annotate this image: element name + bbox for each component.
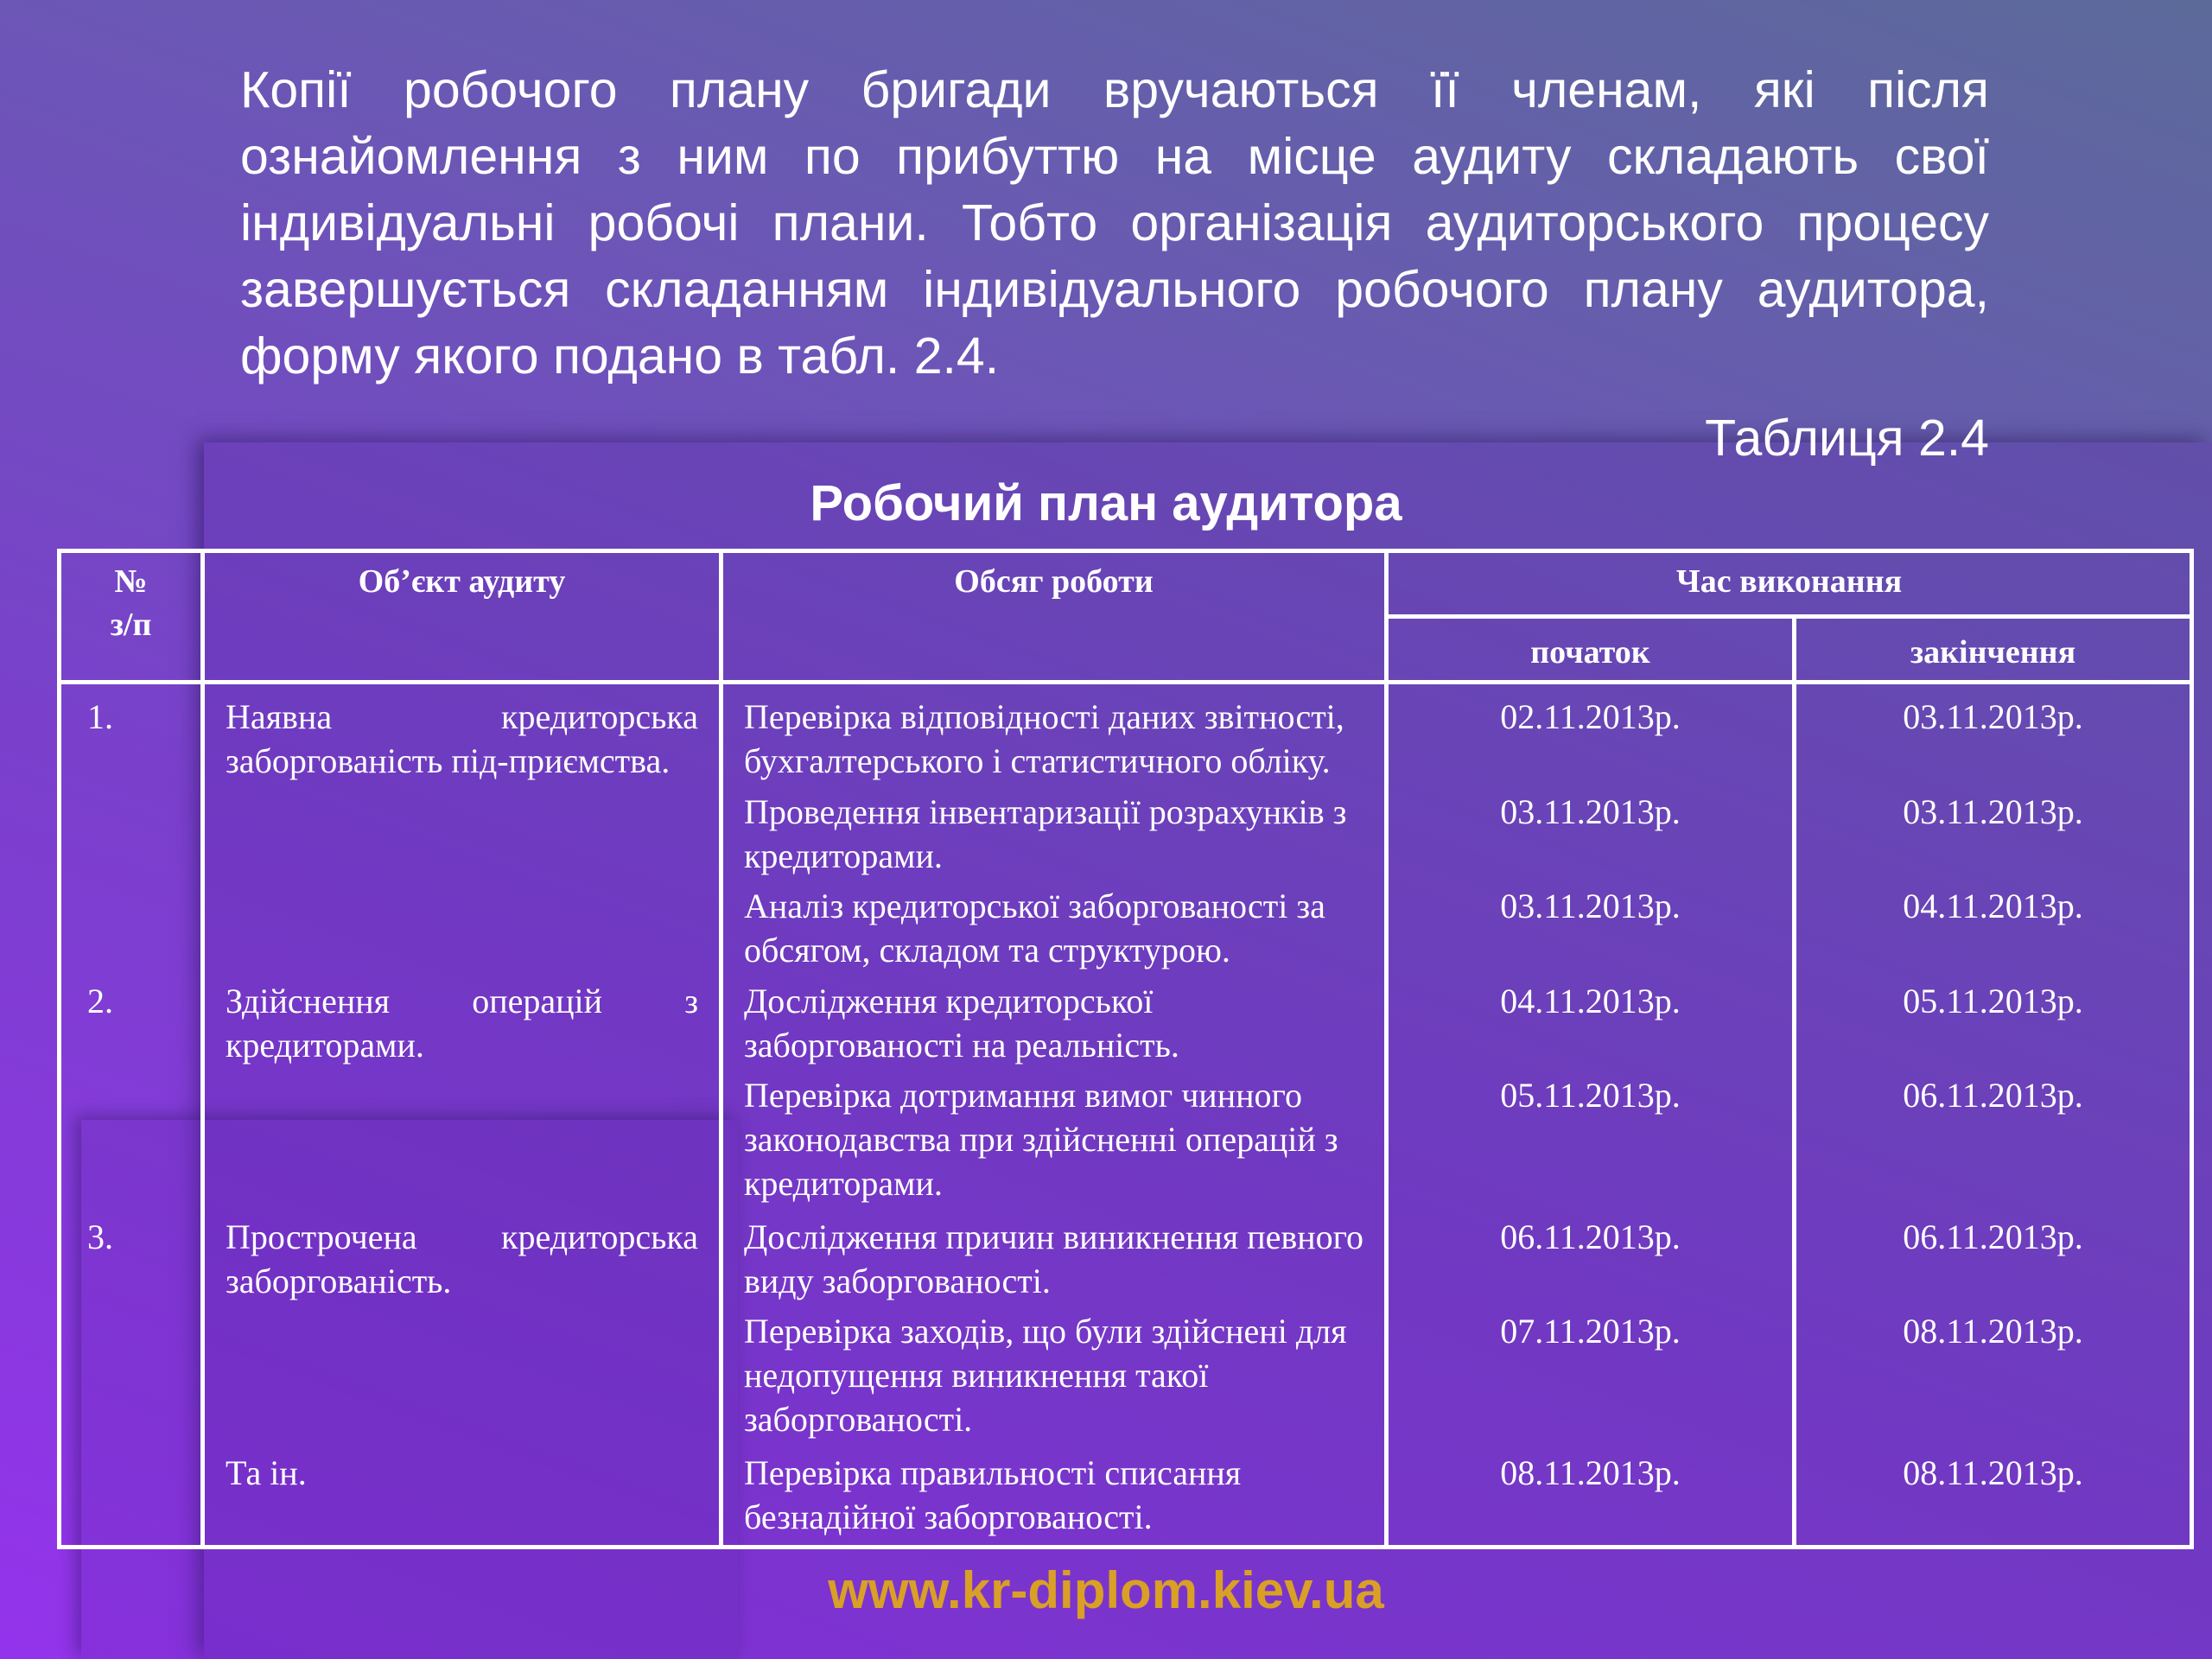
row-start-date: 06.11.2013р. bbox=[1387, 1215, 1795, 1309]
row-number bbox=[60, 884, 203, 978]
row-audit-object bbox=[203, 790, 721, 884]
row-end-date: 04.11.2013р. bbox=[1795, 884, 2192, 978]
table-row bbox=[60, 979, 2192, 1073]
row-start-date: 03.11.2013р. bbox=[1387, 884, 1795, 978]
table-row bbox=[60, 790, 2192, 884]
header-start: початок bbox=[1387, 617, 1795, 683]
row-number: 1. bbox=[60, 683, 203, 791]
header-number-abbr: з/п bbox=[110, 607, 152, 643]
table-caption: Таблиця 2.4 bbox=[1705, 410, 1989, 467]
header-work-scope: Обсяг роботи bbox=[721, 551, 1387, 683]
table-row bbox=[60, 683, 2192, 791]
table-row bbox=[60, 1073, 2192, 1215]
table-title: Робочий план аудитора bbox=[810, 475, 1402, 531]
row-audit-object: Здійснення операцій з кредиторами. bbox=[203, 979, 721, 1073]
header-number-symbol: № bbox=[114, 563, 148, 600]
row-number: 2. bbox=[60, 979, 203, 1073]
row-number bbox=[60, 790, 203, 884]
row-end-date: 03.11.2013р. bbox=[1795, 683, 2192, 791]
row-audit-object bbox=[203, 1309, 721, 1451]
audit-plan-table bbox=[57, 549, 2194, 1549]
row-work-scope: Перевірка дотримання вимог чинного законодавства при здійсненні операцій з кредиторами. bbox=[721, 1073, 1387, 1215]
row-work-scope: Перевірка заходів, що були здійснені для недопущення виникнення такої заборгованості. bbox=[721, 1309, 1387, 1451]
row-start-date: 04.11.2013р. bbox=[1387, 979, 1795, 1073]
row-work-scope: Дослідження кредиторської заборгованості на реальність. bbox=[721, 979, 1387, 1073]
row-work-scope: Перевірка правильності списання безнадійної заборгованості. bbox=[721, 1451, 1387, 1548]
row-end-date: 05.11.2013р. bbox=[1795, 979, 2192, 1073]
row-work-scope: Аналіз кредиторської заборгованості за обсягом, складом та структурою. bbox=[721, 884, 1387, 978]
row-audit-object bbox=[203, 884, 721, 978]
row-audit-object: Наявна кредиторська заборгованість під-приємства. bbox=[203, 683, 721, 791]
row-number: 3. bbox=[60, 1215, 203, 1309]
row-start-date: 05.11.2013р. bbox=[1387, 1073, 1795, 1215]
row-work-scope: Перевірка відповідності даних звітності, бухгалтерського і статистичного обліку. bbox=[721, 683, 1387, 791]
row-audit-object bbox=[203, 1073, 721, 1215]
row-end-date: 08.11.2013р. bbox=[1795, 1309, 2192, 1451]
row-number bbox=[60, 1309, 203, 1451]
row-end-date: 06.11.2013р. bbox=[1795, 1073, 2192, 1215]
row-start-date: 02.11.2013р. bbox=[1387, 683, 1795, 791]
row-number bbox=[60, 1451, 203, 1548]
row-work-scope: Дослідження причин виникнення певного виду заборгованості. bbox=[721, 1215, 1387, 1309]
table-row bbox=[60, 1451, 2192, 1548]
row-end-date: 03.11.2013р. bbox=[1795, 790, 2192, 884]
row-end-date: 06.11.2013р. bbox=[1795, 1215, 2192, 1309]
row-start-date: 08.11.2013р. bbox=[1387, 1451, 1795, 1548]
header-number bbox=[60, 551, 203, 683]
header-end: закінчення bbox=[1795, 617, 2192, 683]
header-audit-object: Об’єкт аудиту bbox=[203, 551, 721, 683]
row-work-scope: Проведення інвентаризації розрахунків з кредиторами. bbox=[721, 790, 1387, 884]
row-end-date: 08.11.2013р. bbox=[1795, 1451, 2192, 1548]
header-execution-time: Час виконання bbox=[1387, 551, 2192, 617]
table-row bbox=[60, 884, 2192, 978]
row-number bbox=[60, 1073, 203, 1215]
intro-paragraph: Копії робочого плану бригади вручаються її членам, які після ознайомлення з ним по прибуттю на місце аудиту складають свої індивідуальні робочі плани. Тобто організація аудиторського процесу завершується складанням індивідуального робочого плану аудитора, форму якого подано в табл. 2.4. bbox=[240, 61, 1989, 385]
row-start-date: 03.11.2013р. bbox=[1387, 790, 1795, 884]
row-start-date: 07.11.2013р. bbox=[1387, 1309, 1795, 1451]
footer-website-link[interactable]: www.kr-diplom.kiev.ua bbox=[828, 1561, 1384, 1619]
row-audit-object: Та ін. bbox=[203, 1451, 721, 1548]
table-row bbox=[60, 1215, 2192, 1309]
row-audit-object: Прострочена кредиторська заборгованість. bbox=[203, 1215, 721, 1309]
table-row bbox=[60, 1309, 2192, 1451]
